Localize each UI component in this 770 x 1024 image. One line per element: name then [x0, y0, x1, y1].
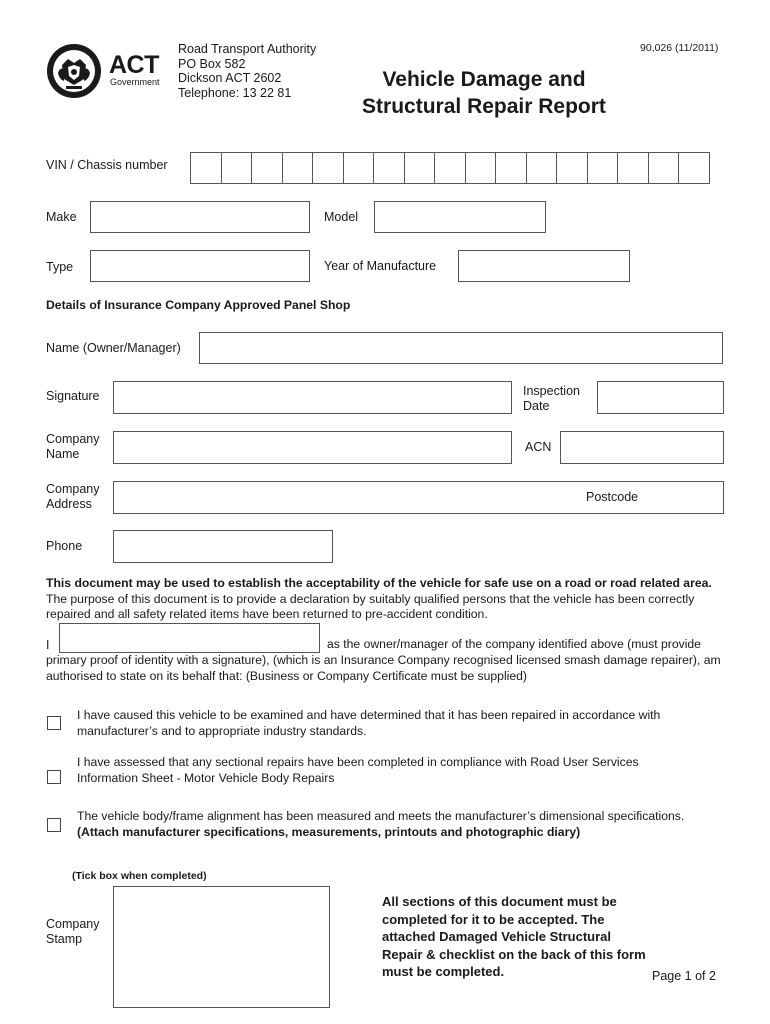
- declaration-intro-bold: This document may be used to establish the acceptability of the vehicle for safe use on a road or road related area.: [46, 576, 712, 590]
- declaration-statement-rest: primary proof of identity with a signature), (which is an Insurance Company recognised licensed smash damage repairer), am authorised to state on its behalf that: (Business or Company Certificate must be supplied): [46, 653, 721, 683]
- year-of-manufacture-field[interactable]: [458, 250, 630, 282]
- owner-manager-name-field[interactable]: [199, 332, 723, 364]
- tick-box-note: (Tick box when completed): [72, 870, 207, 882]
- declaration-intro-text: The purpose of this document is to provide a declaration by suitably qualified persons that the vehicle has been correctly repaired and all safety related items have been returned to pre-accident condition.: [46, 591, 695, 621]
- vin-char-cell[interactable]: [556, 152, 588, 184]
- page-title: [330, 66, 638, 120]
- sectional-repairs-text: I have assessed that any sectional repairs have been completed in compliance with Road User Services Information Sheet - Motor Vehicle Body Repairs: [77, 755, 639, 785]
- company-stamp-area[interactable]: [113, 886, 330, 1008]
- declarant-i-label: I: [46, 638, 50, 652]
- panel-shop-section-title: Details of Insurance Company Approved Panel Shop: [46, 298, 351, 312]
- vin-input-group: [190, 152, 709, 184]
- vin-char-cell[interactable]: [678, 152, 710, 184]
- make-label: Make: [46, 210, 77, 224]
- model-label: Model: [324, 210, 359, 224]
- declarant-name-field[interactable]: [59, 623, 320, 653]
- logo-act-text: ACT: [109, 51, 159, 79]
- vin-char-cell[interactable]: [251, 152, 283, 184]
- vin-char-cell[interactable]: [434, 152, 466, 184]
- frame-alignment-text-main: The vehicle body/frame alignment has been measured and meets the manufacturer’s dimensional specifications.: [77, 809, 685, 823]
- company-name-label-line1: Company: [46, 432, 100, 446]
- vin-char-cell[interactable]: [343, 152, 375, 184]
- vin-char-cell[interactable]: [587, 152, 619, 184]
- completion-notice: All sections of this document must be completed for it to be accepted. The attached Damaged Vehicle Structural Repair & checklist on the back of this form must be completed.: [382, 894, 646, 979]
- vin-char-cell[interactable]: [373, 152, 405, 184]
- company-stamp-label: [46, 917, 100, 947]
- make-field[interactable]: [90, 201, 310, 233]
- model-field[interactable]: [374, 201, 546, 233]
- company-address-label: [46, 482, 100, 512]
- frame-alignment-checkbox[interactable]: [47, 818, 61, 832]
- page-title-line1: Vehicle Damage and: [382, 68, 586, 91]
- company-name-label-line2: Name: [46, 447, 80, 461]
- declaration-intro: [46, 576, 726, 623]
- acn-label: ACN: [525, 440, 552, 454]
- company-stamp-label-line1: Company: [46, 917, 100, 931]
- vin-char-cell[interactable]: [465, 152, 497, 184]
- vin-char-cell[interactable]: [526, 152, 558, 184]
- signature-field[interactable]: [113, 381, 512, 414]
- act-government-logo: [46, 43, 161, 99]
- vin-char-cell[interactable]: [190, 152, 222, 184]
- frame-alignment-text: [77, 809, 737, 840]
- authority-po-box: PO Box 582: [178, 56, 246, 71]
- company-name-field[interactable]: [113, 431, 512, 464]
- form-code: 90,026 (11/2011): [640, 42, 719, 54]
- authority-telephone: Telephone: 13 22 81: [178, 85, 292, 100]
- vin-char-cell[interactable]: [282, 152, 314, 184]
- inspection-date-field[interactable]: [597, 381, 724, 414]
- page-number: Page 1 of 2: [652, 969, 716, 983]
- declaration-statement-line1: as the owner/manager of the company identified above (must provide: [327, 637, 701, 651]
- owner-manager-name-label: Name (Owner/Manager): [46, 341, 181, 355]
- type-field[interactable]: [90, 250, 310, 282]
- coat-of-arms-icon: [46, 43, 102, 99]
- repair-examined-text: I have caused this vehicle to be examined and have determined that it has been repaired in accordance with manufacturer’s and to appropriate industry standards.: [77, 708, 661, 738]
- company-address-label-line1: Company: [46, 482, 100, 496]
- logo-government-text: Government: [110, 77, 160, 87]
- repair-examined-checkbox[interactable]: [47, 716, 61, 730]
- vin-char-cell[interactable]: [312, 152, 344, 184]
- vin-label: VIN / Chassis number: [46, 158, 168, 172]
- page-title-line2: Structural Repair Report: [362, 95, 606, 118]
- company-address-label-line2: Address: [46, 497, 92, 511]
- postcode-label: Postcode: [586, 490, 639, 504]
- frame-alignment-attach-note: (Attach manufacturer specifications, measurements, printouts and photographic diary): [77, 824, 581, 839]
- inspection-label-line2: Date: [523, 399, 550, 413]
- phone-label: Phone: [46, 539, 83, 553]
- vin-char-cell[interactable]: [617, 152, 649, 184]
- company-name-label: [46, 432, 100, 462]
- acn-field[interactable]: [560, 431, 724, 464]
- phone-field[interactable]: [113, 530, 333, 563]
- company-stamp-label-line2: Stamp: [46, 932, 83, 946]
- authority-name: Road Transport Authority: [178, 42, 317, 56]
- type-label: Type: [46, 260, 74, 274]
- sectional-repairs-checkbox[interactable]: [47, 770, 61, 784]
- year-of-manufacture-label: Year of Manufacture: [324, 259, 437, 273]
- vin-char-cell[interactable]: [221, 152, 253, 184]
- vin-char-cell[interactable]: [648, 152, 680, 184]
- vin-char-cell[interactable]: [404, 152, 436, 184]
- authority-address: [178, 42, 316, 100]
- vin-char-cell[interactable]: [495, 152, 527, 184]
- authority-suburb: Dickson ACT 2602: [178, 71, 282, 85]
- inspection-date-label: [523, 384, 580, 414]
- signature-label: Signature: [46, 389, 100, 403]
- inspection-label-line1: Inspection: [523, 384, 580, 398]
